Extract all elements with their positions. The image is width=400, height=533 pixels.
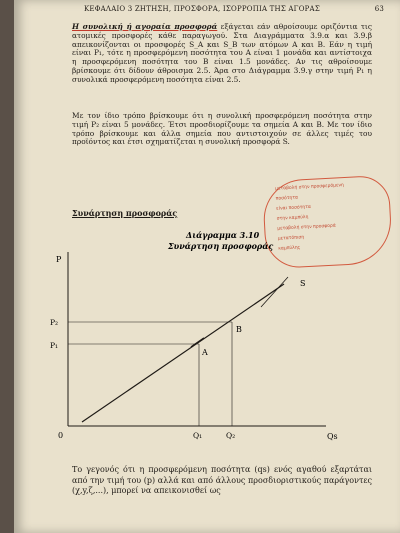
note-line: μεταβολή στην προσφορά bbox=[277, 223, 336, 232]
paragraph-3: Το γεγονός ότι η προσφερόμενη ποσότητα (qs) ενός αγαθού εξαρτάται από την τιμή του (p) αλλά και από άλλους προσδιοριστικούς παράγοντες (χ,y,ζ,...), μπορεί να απεικονισθεί ως bbox=[72, 465, 372, 495]
note-line: μεταβολή στην προσφερόμενη bbox=[275, 183, 344, 192]
running-title: ΚΕΦΑΛΑΙΟ 3 ΖΗΤΗΣΗ, ΠΡΟΣΦΟΡΑ, ΙΣΟΡΡΟΠΙΑ ΤΗΣ ΑΓΟΡΑΣ bbox=[84, 5, 320, 13]
note-line: καμπύλης bbox=[278, 245, 301, 252]
paragraph-2: Με τον ίδιο τρόπο βρίσκουμε ότι η συνολική προσφερόμενη ποσότητα στην τιμή P₂ είναι 5 μονάδες. Έτσι προσδιορίζουμε τα σημεία Α και Β. Με τον ίδιο τρόπο βρίσκουμε και άλλα σημεία που αντιστοιχούν σε άλλες τιμές του προϊόντος και έτσι σχηματίζεται η συνολική προσφορά S. bbox=[72, 111, 372, 147]
paragraph-1 bbox=[72, 23, 372, 85]
book-page bbox=[14, 0, 400, 533]
movement-arrow bbox=[191, 338, 204, 347]
note-line: ποσότητα bbox=[275, 195, 299, 202]
note-line: είναι ποσότητα bbox=[276, 204, 312, 212]
note-line: στην καμπύλη bbox=[276, 214, 309, 222]
term-highlight: Η συνολική ή αγοραία προσφορά bbox=[72, 22, 218, 31]
price-2-label: P₂ bbox=[50, 318, 59, 327]
note-line: μετατόπιση bbox=[277, 235, 305, 242]
supply-diagram bbox=[36, 222, 356, 456]
shift-arrow bbox=[261, 277, 288, 307]
diagram-subtitle: Συνάρτηση προσφοράς bbox=[168, 241, 274, 251]
origin-label: 0 bbox=[58, 431, 64, 440]
quantity-1-label: Q₁ bbox=[193, 431, 203, 440]
page-number: 63 bbox=[374, 5, 384, 13]
section-title: Συνάρτηση προσφοράς bbox=[72, 208, 178, 218]
price-1-label: P₁ bbox=[50, 341, 59, 350]
x-axis-label: Qs bbox=[327, 432, 338, 441]
point-b-label: B bbox=[236, 325, 242, 334]
paragraph-1-text: εξάγεται εάν αθροίσουμε οριζόντια τις ατομικές προσφορές κάθε παραγωγού. Στα Διαγράμματα 3.9.α και 3.9.β απεικονίζονται οι προσφορές S_A και S_B των ατόμων Α και Β. Εάν η τιμή είναι P₁, τότε η προσφερόμενη ποσότητα του Α είναι 1 μονάδα και αντίστοιχα η προσφερόμενη ποσότητα του Β είναι 1.5 μονάδες. Αν τις αθροίσουμε βρίσκουμε ότι δίδουν άθροισμα 2.5. Άρα στο Διάγραμμα 3.9.γ στην τιμή P₁ η συνολικά προσφερόμενη ποσότητα είναι 2.5. bbox=[72, 22, 372, 84]
supply-curve-label: S bbox=[300, 279, 306, 288]
running-header bbox=[84, 5, 384, 13]
quantity-2-label: Q₂ bbox=[226, 431, 236, 440]
y-axis-label: P bbox=[56, 255, 62, 264]
supply-diagram-svg bbox=[36, 222, 356, 452]
supply-curve bbox=[82, 284, 284, 422]
diagram-title: Διάγραμμα 3.10 bbox=[186, 230, 260, 240]
point-a-label: A bbox=[202, 348, 208, 357]
